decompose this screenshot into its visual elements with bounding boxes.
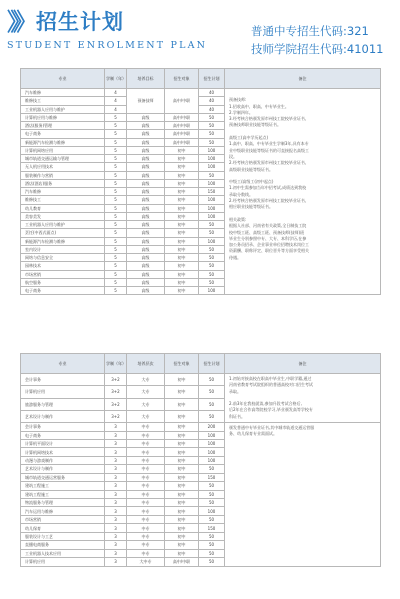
quota-cell: 50: [199, 541, 225, 549]
column-header: 备注: [225, 69, 381, 89]
note-line: 1.初中生需参加当年中招考试,成绩达到我校: [229, 185, 307, 191]
duration-cell: 5: [105, 188, 127, 196]
duration-cell: 4: [105, 89, 127, 97]
object-cell: 高中/中职: [165, 130, 199, 138]
level-cell: 中专: [127, 507, 165, 515]
major-cell: 服装制作与营销: [21, 171, 105, 179]
object-cell: 初中: [165, 465, 199, 473]
quota-cell: 150: [199, 473, 225, 481]
duration-cell: 5: [105, 122, 127, 130]
quota-cell: 100: [199, 237, 225, 245]
level-cell: 中专: [127, 473, 165, 481]
level-cell: 中专: [127, 490, 165, 498]
note-line: 2.前3年在我校就读,参加升段考试合格后,: [229, 401, 302, 407]
quota-cell: 50: [199, 122, 225, 130]
double-chevron-icon: 》》: [7, 8, 31, 36]
duration-cell: 5: [105, 270, 127, 278]
quota-cell: 50: [199, 374, 225, 386]
duration-cell: 5: [105, 196, 127, 204]
note-line: 中级工/高级工(初中起点): [229, 179, 274, 185]
target-cell: 高级: [127, 270, 165, 278]
level-cell: 中专: [127, 431, 165, 439]
duration-cell: 5: [105, 212, 127, 220]
object-cell: 初中: [165, 146, 199, 154]
major-cell: 室内设计: [21, 245, 105, 253]
major-cell: 服装设计与工艺: [21, 532, 105, 540]
duration-cell: 3: [105, 423, 127, 431]
page-header: [0, 0, 400, 64]
major-cell: 会计事务: [21, 423, 105, 431]
note-line: 业中级职业技能等级证书的可直接报名高级工: [229, 147, 309, 153]
quota-cell: 100: [199, 155, 225, 163]
duration-cell: 5: [105, 179, 127, 187]
duration-cell: 3+2: [105, 374, 127, 386]
object-cell: 高中/中职: [165, 138, 199, 146]
note-line: 2.经考核合格颁发原市州技工院校毕业证书、: [229, 160, 309, 166]
major-cell: 建筑工程施工: [21, 482, 105, 490]
major-cell: 城市轨道交通运输与管理: [21, 155, 105, 163]
object-cell: 初中: [165, 532, 199, 540]
quota-cell: 50: [199, 499, 225, 507]
level-cell: 大中专: [127, 558, 165, 566]
object-cell: 初中: [165, 262, 199, 270]
column-header: 培养层次: [127, 354, 165, 374]
column-header: 招生计划: [199, 69, 225, 89]
note-line: 录取分数线。: [229, 191, 253, 197]
page-title: 招生计划: [36, 10, 124, 34]
duration-cell: 5: [105, 221, 127, 229]
object-cell: 初中: [165, 398, 199, 410]
object-cell: 初中: [165, 163, 199, 171]
quota-cell: 150: [199, 188, 225, 196]
table-row: [21, 89, 381, 97]
technician-college-plan-table: [20, 68, 381, 295]
note-line: 3.经考核合格颁发原市州技工院校毕业证书、: [229, 116, 309, 122]
object-cell: 初中: [165, 221, 199, 229]
note-line: 根据人社部、河南省有关政策,全日制技工院: [229, 223, 307, 229]
note-line: 科证书。: [229, 413, 245, 419]
target-cell: 高级: [127, 113, 165, 121]
target-cell: 高级: [127, 171, 165, 179]
major-cell: 电子商务: [21, 287, 105, 295]
major-cell: 建筑工程施工: [21, 490, 105, 498]
object-cell: 初中: [165, 423, 199, 431]
duration-cell: 3: [105, 490, 127, 498]
major-cell: 工业机器人技术应用: [21, 549, 105, 557]
duration-cell: 4: [105, 105, 127, 113]
duration-cell: 3: [105, 448, 127, 456]
target-cell: 高级: [127, 229, 165, 237]
target-cell: 高级: [127, 204, 165, 212]
quota-cell: 50: [199, 270, 225, 278]
level-cell: 中专: [127, 482, 165, 490]
major-cell: 计算机应用与维修: [21, 113, 105, 121]
note-line: 2.经考核合格颁发原市州技工院校毕业证书、: [229, 198, 309, 204]
major-cell: 汽车维修: [21, 89, 105, 97]
major-cell: 直播电商服务: [21, 541, 105, 549]
column-header: 招生计划: [199, 354, 225, 374]
note-line: 相应职业技能等级证书。: [229, 204, 273, 210]
quota-cell: 200: [199, 423, 225, 431]
major-cell: 维修技工: [21, 196, 105, 204]
column-header: 备注: [225, 354, 381, 374]
duration-cell: 3+2: [105, 398, 127, 410]
major-cell: 市场营销: [21, 515, 105, 523]
target-cell: 高级: [127, 254, 165, 262]
table-header-row: [21, 69, 381, 89]
level-cell: 中专: [127, 549, 165, 557]
object-cell: 初中: [165, 179, 199, 187]
object-cell: 初中: [165, 448, 199, 456]
duration-cell: 5: [105, 146, 127, 154]
notes-cell-secondary: [225, 423, 381, 566]
object-cell: 初中: [165, 171, 199, 179]
note-line: 后2年在合作高等院校学习,毕业颁发高等学校专: [229, 407, 313, 413]
column-header: 招生对象: [165, 69, 199, 89]
quota-cell: 50: [199, 245, 225, 253]
major-cell: 电子商务: [21, 431, 105, 439]
level-cell: 大专: [127, 398, 165, 410]
duration-cell: 5: [105, 130, 127, 138]
major-cell: 旅游服务与管理: [21, 398, 105, 410]
level-cell: 大专: [127, 410, 165, 422]
object-cell: 初中: [165, 490, 199, 498]
duration-cell: 5: [105, 204, 127, 212]
secondary-school-plan-table: [20, 353, 381, 567]
major-cell: 电子商务: [21, 130, 105, 138]
target-cell: 高级: [127, 278, 165, 286]
level-cell: 中专: [127, 439, 165, 447]
target-cell: 高级: [127, 188, 165, 196]
quota-cell: 50: [199, 138, 225, 146]
column-header: 专业: [21, 354, 105, 374]
quota-cell: 50: [199, 229, 225, 237]
major-cell: 汽车维修: [21, 188, 105, 196]
quota-cell: 100: [199, 204, 225, 212]
object-cell: 初中: [165, 229, 199, 237]
major-cell: 新能源汽车检测与维修: [21, 237, 105, 245]
object-cell: 高中/中职: [165, 122, 199, 130]
quota-cell: 50: [199, 490, 225, 498]
major-cell: 计算机平面设计: [21, 439, 105, 447]
quota-cell: 100: [199, 431, 225, 439]
target-cell: 高级: [127, 138, 165, 146]
column-header: 培养目标: [127, 69, 165, 89]
note-line: 1.招收高中、职高、中专毕业生。: [229, 103, 289, 109]
column-header: 招生对象: [165, 354, 199, 374]
object-cell: 初中: [165, 254, 199, 262]
target-cell: 高级: [127, 237, 165, 245]
level-cell: 大专: [127, 386, 165, 398]
duration-cell: 3: [105, 456, 127, 464]
duration-cell: 3: [105, 507, 127, 515]
table-header-row: [21, 354, 381, 374]
level-cell: 中专: [127, 465, 165, 473]
major-cell: 计算机网络应用: [21, 146, 105, 154]
duration-cell: 3: [105, 549, 127, 557]
level-cell: 中专: [127, 423, 165, 431]
note-line: 录取。: [229, 388, 241, 394]
object-cell: 初中: [165, 278, 199, 286]
object-cell: 初中: [165, 188, 199, 196]
major-cell: 烹饪(中西式面点): [21, 229, 105, 237]
target-cell: 高级: [127, 155, 165, 163]
note-line: 校中级工班、高级工班、预备技师(技师)班: [229, 229, 305, 235]
target-cell: 高级: [127, 146, 165, 154]
object-cell: 初中: [165, 212, 199, 220]
duration-cell: 3+2: [105, 386, 127, 398]
ordinary-school-code: 普通中专招生代码:321: [251, 24, 369, 38]
quota-cell: 100: [199, 163, 225, 171]
note-line: 待遇。: [229, 254, 241, 260]
major-cell: 无人机应用技术: [21, 163, 105, 171]
quota-cell: 50: [199, 171, 225, 179]
major-cell: 幼儿教育: [21, 204, 105, 212]
quota-cell: 50: [199, 532, 225, 540]
object-cell: 初中: [165, 410, 199, 422]
notes-cell: [225, 89, 381, 295]
major-cell: 艺术设计与制作: [21, 465, 105, 473]
duration-cell: 3: [105, 439, 127, 447]
duration-cell: 5: [105, 138, 127, 146]
major-cell: 幼儿保育: [21, 524, 105, 532]
duration-cell: 5: [105, 245, 127, 253]
note-line: 高级职业技能等级证书。: [229, 166, 273, 172]
object-cell: 初中: [165, 196, 199, 204]
quota-cell: 50: [199, 558, 225, 566]
duration-cell: 3: [105, 473, 127, 481]
major-cell: 艺术设计与制作: [21, 410, 105, 422]
duration-cell: 5: [105, 287, 127, 295]
major-cell: 市场营销: [21, 270, 105, 278]
quota-cell: 50: [199, 221, 225, 229]
note-line: 河南省教育考试院组织的普通高校对口招生考试: [229, 382, 313, 388]
quota-cell: 100: [199, 146, 225, 154]
quota-cell: 100: [199, 456, 225, 464]
level-cell: 中专: [127, 448, 165, 456]
major-cell: 工业机器人应用与维护: [21, 221, 105, 229]
quota-cell: 100: [199, 507, 225, 515]
object-cell: 高中/中职: [165, 113, 199, 121]
duration-cell: 5: [105, 278, 127, 286]
major-cell: 计算机网络技术: [21, 448, 105, 456]
note-line: 加公务员招录、企业事业单位招聘技术岗位工: [229, 242, 309, 248]
column-header: 专业: [21, 69, 105, 89]
duration-cell: 3: [105, 524, 127, 532]
target-cell: 高级: [127, 122, 165, 130]
object-cell: 初中: [165, 374, 199, 386]
target-cell: 高级: [127, 179, 165, 187]
major-cell: 美容美发: [21, 212, 105, 220]
object-cell: 初中: [165, 549, 199, 557]
quota-cell: 50: [199, 549, 225, 557]
object-cell: 初中: [165, 431, 199, 439]
note-line: 1.初始对接高校在职高中毕业生,中职学籍,通过: [229, 376, 312, 381]
object-cell: 高中/中职: [165, 558, 199, 566]
level-cell: 中专: [127, 532, 165, 540]
object-cell: 初中: [165, 287, 199, 295]
object-cell: 初中: [165, 507, 199, 515]
note-line: 资薪酬、职称评定、职位晋升等方面享受相关: [229, 248, 309, 254]
note-line: 颁发普通中专毕业证书,其中城市轨道交通运营服: [229, 425, 315, 431]
quota-cell: 50: [199, 278, 225, 286]
quota-cell: 150: [199, 524, 225, 532]
object-cell: 初中: [165, 473, 199, 481]
object-cell: 初中: [165, 204, 199, 212]
major-cell: 网络与信息安全: [21, 254, 105, 262]
duration-cell: 3: [105, 532, 127, 540]
target-cell: 高级: [127, 221, 165, 229]
target-cell: 高级: [127, 262, 165, 270]
quota-cell: 100: [199, 448, 225, 456]
quota-cell: 100: [199, 179, 225, 187]
object-cell: 初中: [165, 456, 199, 464]
duration-cell: 3+2: [105, 410, 127, 422]
note-line: 预备技师:: [229, 97, 247, 103]
level-cell: 中专: [127, 499, 165, 507]
page-subtitle: STUDENT ENROLMENT PLAN: [7, 40, 208, 51]
major-cell: 动漫与游戏制作: [21, 456, 105, 464]
target-cell: 高级: [127, 245, 165, 253]
table-row: [21, 423, 381, 431]
note-line: 高级工(高中学历起点): [229, 135, 269, 141]
major-cell: 酒店(酒店)服务: [21, 179, 105, 187]
duration-cell: 5: [105, 254, 127, 262]
duration-cell: 5: [105, 155, 127, 163]
major-cell: 新能源汽车检测与维修: [21, 138, 105, 146]
duration-cell: 5: [105, 229, 127, 237]
note-line: 相关政策:: [229, 216, 247, 222]
duration-cell: 3: [105, 515, 127, 523]
major-cell: 城市轨道交通运营服务: [21, 473, 105, 481]
note-line: 2.学制四年。: [229, 109, 253, 115]
object-cell: 高中/中职: [165, 89, 199, 114]
major-cell: 园林技术: [21, 262, 105, 270]
object-cell: 初中: [165, 270, 199, 278]
major-cell: 航空服务: [21, 278, 105, 286]
object-cell: 初中: [165, 155, 199, 163]
quota-cell: 40: [199, 89, 225, 97]
target-cell: 高级: [127, 212, 165, 220]
major-cell: 酒店(服务)管理: [21, 122, 105, 130]
duration-cell: 3: [105, 431, 127, 439]
duration-cell: 3: [105, 482, 127, 490]
object-cell: 初中: [165, 541, 199, 549]
level-cell: 中专: [127, 524, 165, 532]
object-cell: 初中: [165, 245, 199, 253]
quota-cell: 50: [199, 262, 225, 270]
quota-cell: 50: [199, 410, 225, 422]
target-cell: 高级: [127, 196, 165, 204]
quota-cell: 100: [199, 439, 225, 447]
quota-cell: 50: [199, 465, 225, 473]
duration-cell: 3: [105, 558, 127, 566]
major-cell: 会计事务: [21, 374, 105, 386]
object-cell: 初中: [165, 482, 199, 490]
quota-cell: 50: [199, 386, 225, 398]
major-cell: 工业机器人应用与维护: [21, 105, 105, 113]
column-header: 学制（年）: [105, 354, 127, 374]
level-cell: 中专: [127, 456, 165, 464]
quota-cell: 40: [199, 97, 225, 105]
duration-cell: 3: [105, 465, 127, 473]
technician-school-code: 技师学院招生代码:41011: [251, 42, 384, 56]
quota-cell: 40: [199, 105, 225, 113]
table-row: [21, 374, 381, 386]
object-cell: 初中: [165, 524, 199, 532]
duration-cell: 3: [105, 499, 127, 507]
note-line: 段。: [229, 153, 237, 159]
object-cell: 初中: [165, 515, 199, 523]
major-cell: 维修技工: [21, 97, 105, 105]
duration-cell: 3: [105, 541, 127, 549]
quota-cell: 50: [199, 254, 225, 262]
column-header: 学制（年）: [105, 69, 127, 89]
target-cell: 高级: [127, 163, 165, 171]
duration-cell: 5: [105, 171, 127, 179]
major-cell: 计算机应用: [21, 386, 105, 398]
quota-cell: 50: [199, 515, 225, 523]
target-cell: 高级: [127, 287, 165, 295]
major-cell: 物流服务与管理: [21, 499, 105, 507]
quota-cell: 100: [199, 287, 225, 295]
notes-cell-college: [225, 374, 381, 423]
duration-cell: 4: [105, 97, 127, 105]
note-line: 预备技师职业技能等级证书。: [229, 122, 281, 128]
level-cell: 中专: [127, 541, 165, 549]
quota-cell: 50: [199, 113, 225, 121]
duration-cell: 5: [105, 163, 127, 171]
object-cell: 初中: [165, 499, 199, 507]
target-cell: 高级: [127, 130, 165, 138]
duration-cell: 5: [105, 237, 127, 245]
quota-cell: 100: [199, 212, 225, 220]
note-line: 毕业生分别参照中专、大专、本科学历,在参: [229, 235, 307, 241]
major-cell: 计算机应用: [21, 558, 105, 566]
level-cell: 中专: [127, 515, 165, 523]
target-cell: 预备技师: [127, 89, 165, 114]
duration-cell: 5: [105, 262, 127, 270]
object-cell: 初中: [165, 386, 199, 398]
note-line: 务、幼儿保育专业需面试。: [229, 431, 277, 437]
quota-cell: 50: [199, 398, 225, 410]
object-cell: 初中: [165, 439, 199, 447]
quota-cell: 50: [199, 482, 225, 490]
note-line: 1.高中、职高、中专毕业生学制3年,具有本专: [229, 141, 309, 147]
object-cell: 初中: [165, 237, 199, 245]
quota-cell: 100: [199, 196, 225, 204]
duration-cell: 5: [105, 113, 127, 121]
quota-cell: 50: [199, 130, 225, 138]
level-cell: 大专: [127, 374, 165, 386]
major-cell: 汽车运用与维修: [21, 507, 105, 515]
